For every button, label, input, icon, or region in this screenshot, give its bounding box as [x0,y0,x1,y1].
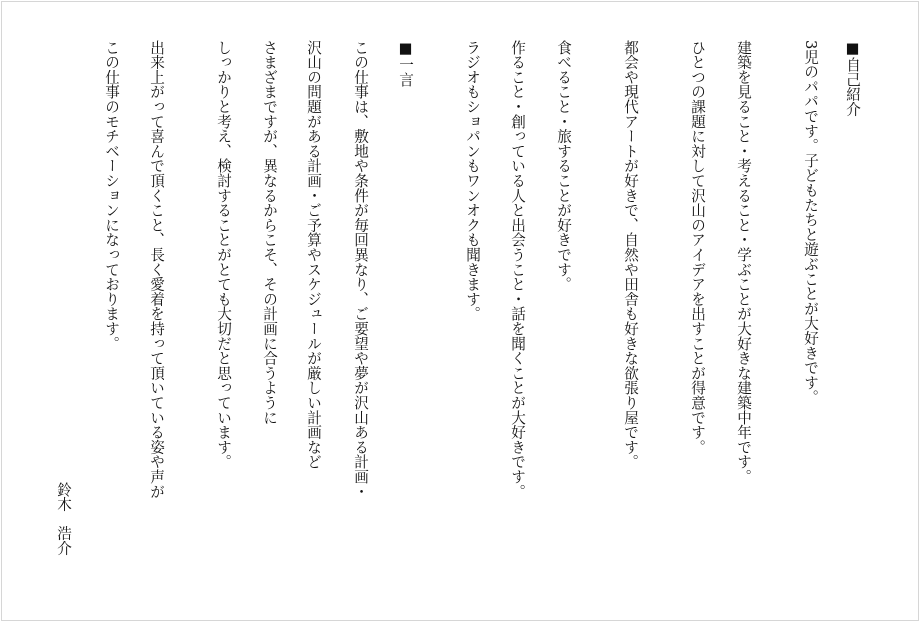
self-intro-line-4: 都会や現代アートが好きで、自然や田舎も好きな欲張り屋です。 [622,40,639,470]
self-intro-line-1: 3児のパパです。子どもたちと遊ぶことが大好きです。 [802,40,819,405]
self-intro-heading: ■自己紹介 [844,40,861,117]
message-line-6: この仕事のモチベーションになっております。 [103,40,120,351]
message-line-2: 沢山の問題がある計画・ご予算やスケジュールが厳しい計画など [305,40,322,470]
self-intro-line-3: ひとつの課題に対して沢山のアイデアを出すことが得意です。 [689,40,706,455]
document-page [1,1,919,621]
message-heading: ■一言 [397,40,414,87]
self-intro-line-7: ラジオもショパンもワンオクも聞きます。 [464,40,481,322]
message-line-5: 出来上がって喜んで頂くこと、長く愛着を持って頂いている姿や声が [148,40,165,499]
self-intro-line-5: 食べること・旅することが好きです。 [555,40,572,292]
message-line-3: さまざまですが、異なるからこそ、その計画に合うように [261,40,278,425]
message-line-1: この仕事は、敷地や条件が毎回異なり、ご要望や夢が沢山ある計画・ [352,40,369,499]
signature-space [55,511,72,526]
signature-surname: 鈴木 [55,482,72,512]
signature-given-name: 浩介 [55,525,72,556]
self-intro-line-2: 建築を見ること・考えること・学ぶことが大好きな建築中年です。 [735,40,752,484]
message-line-4: しっかりと考え、検討することがとても大切だと思っています。 [215,40,232,470]
signature [55,482,72,555]
self-intro-line-6: 作ること・創っている人と出会うこと・話を聞くことが大好きです。 [509,40,526,499]
